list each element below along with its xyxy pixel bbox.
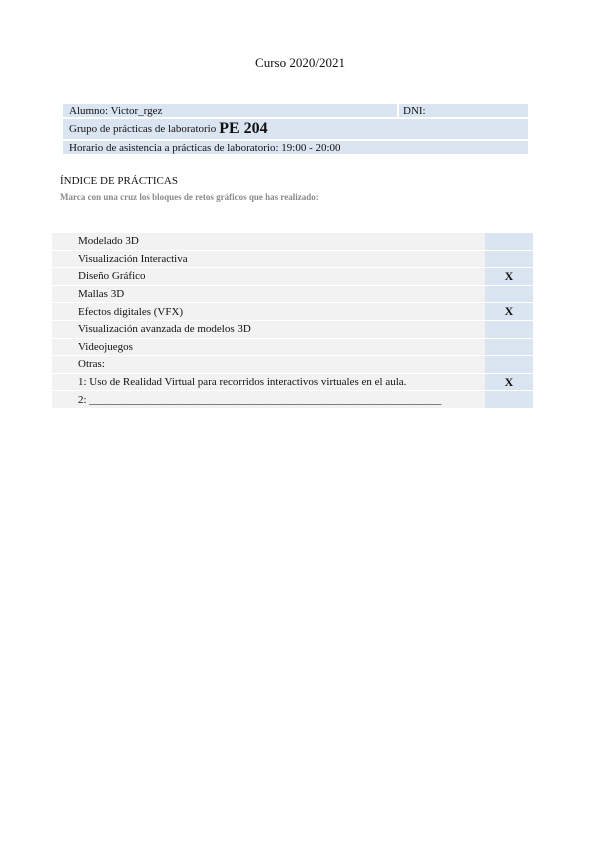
practice-checkbox[interactable] bbox=[485, 286, 533, 303]
list-item bbox=[52, 251, 533, 269]
schedule-row bbox=[63, 141, 528, 156]
list-item bbox=[52, 356, 533, 374]
list-item bbox=[52, 391, 533, 409]
list-item bbox=[52, 233, 533, 251]
practice-checkbox[interactable] bbox=[485, 339, 533, 356]
practice-checkbox[interactable] bbox=[485, 251, 533, 268]
practice-label: 2: ________________________________________________________________ bbox=[52, 391, 485, 408]
group-label: Grupo de prácticas de laboratorio bbox=[69, 123, 217, 135]
section-instructions: Marca con una cruz los bloques de retos gráficos que has realizado: bbox=[60, 192, 319, 202]
practice-list bbox=[52, 233, 533, 409]
list-item bbox=[52, 321, 533, 339]
list-item bbox=[52, 374, 533, 392]
student-name: Alumno: Victor_rgez bbox=[69, 104, 163, 117]
practice-checkbox[interactable] bbox=[485, 391, 533, 408]
practice-label: 1: Uso de Realidad Virtual para recorridos interactivos virtuales en el aula. bbox=[52, 374, 485, 391]
practice-checkbox[interactable]: X bbox=[485, 303, 533, 320]
list-item bbox=[52, 339, 533, 357]
practice-checkbox[interactable]: X bbox=[485, 374, 533, 391]
practice-checkbox[interactable] bbox=[485, 233, 533, 250]
section-title: ÍNDICE DE PRÁCTICAS bbox=[60, 175, 178, 187]
practice-label: Efectos digitales (VFX) bbox=[52, 303, 485, 320]
practice-label: Visualización avanzada de modelos 3D bbox=[52, 321, 485, 338]
practice-label: Diseño Gráfico bbox=[52, 268, 485, 285]
list-item bbox=[52, 268, 533, 286]
student-info-table bbox=[63, 104, 528, 156]
practice-checkbox[interactable] bbox=[485, 356, 533, 373]
list-item bbox=[52, 303, 533, 321]
practice-checkbox[interactable] bbox=[485, 321, 533, 338]
page-title: Curso 2020/2021 bbox=[255, 55, 345, 70]
practice-label: Otras: bbox=[52, 356, 485, 373]
practice-label: Modelado 3D bbox=[52, 233, 485, 250]
group-row bbox=[63, 119, 528, 141]
practice-checkbox[interactable]: X bbox=[485, 268, 533, 285]
student-row bbox=[63, 104, 528, 119]
practice-label: Visualización Interactiva bbox=[52, 251, 485, 268]
schedule-text: Horario de asistencia a prácticas de laboratorio: 19:00 - 20:00 bbox=[69, 141, 341, 154]
practice-label: Mallas 3D bbox=[52, 286, 485, 303]
dni-field: DNI: bbox=[397, 104, 426, 117]
group-value: PE 204 bbox=[219, 120, 268, 137]
list-item bbox=[52, 286, 533, 304]
practice-label: Videojuegos bbox=[52, 339, 485, 356]
